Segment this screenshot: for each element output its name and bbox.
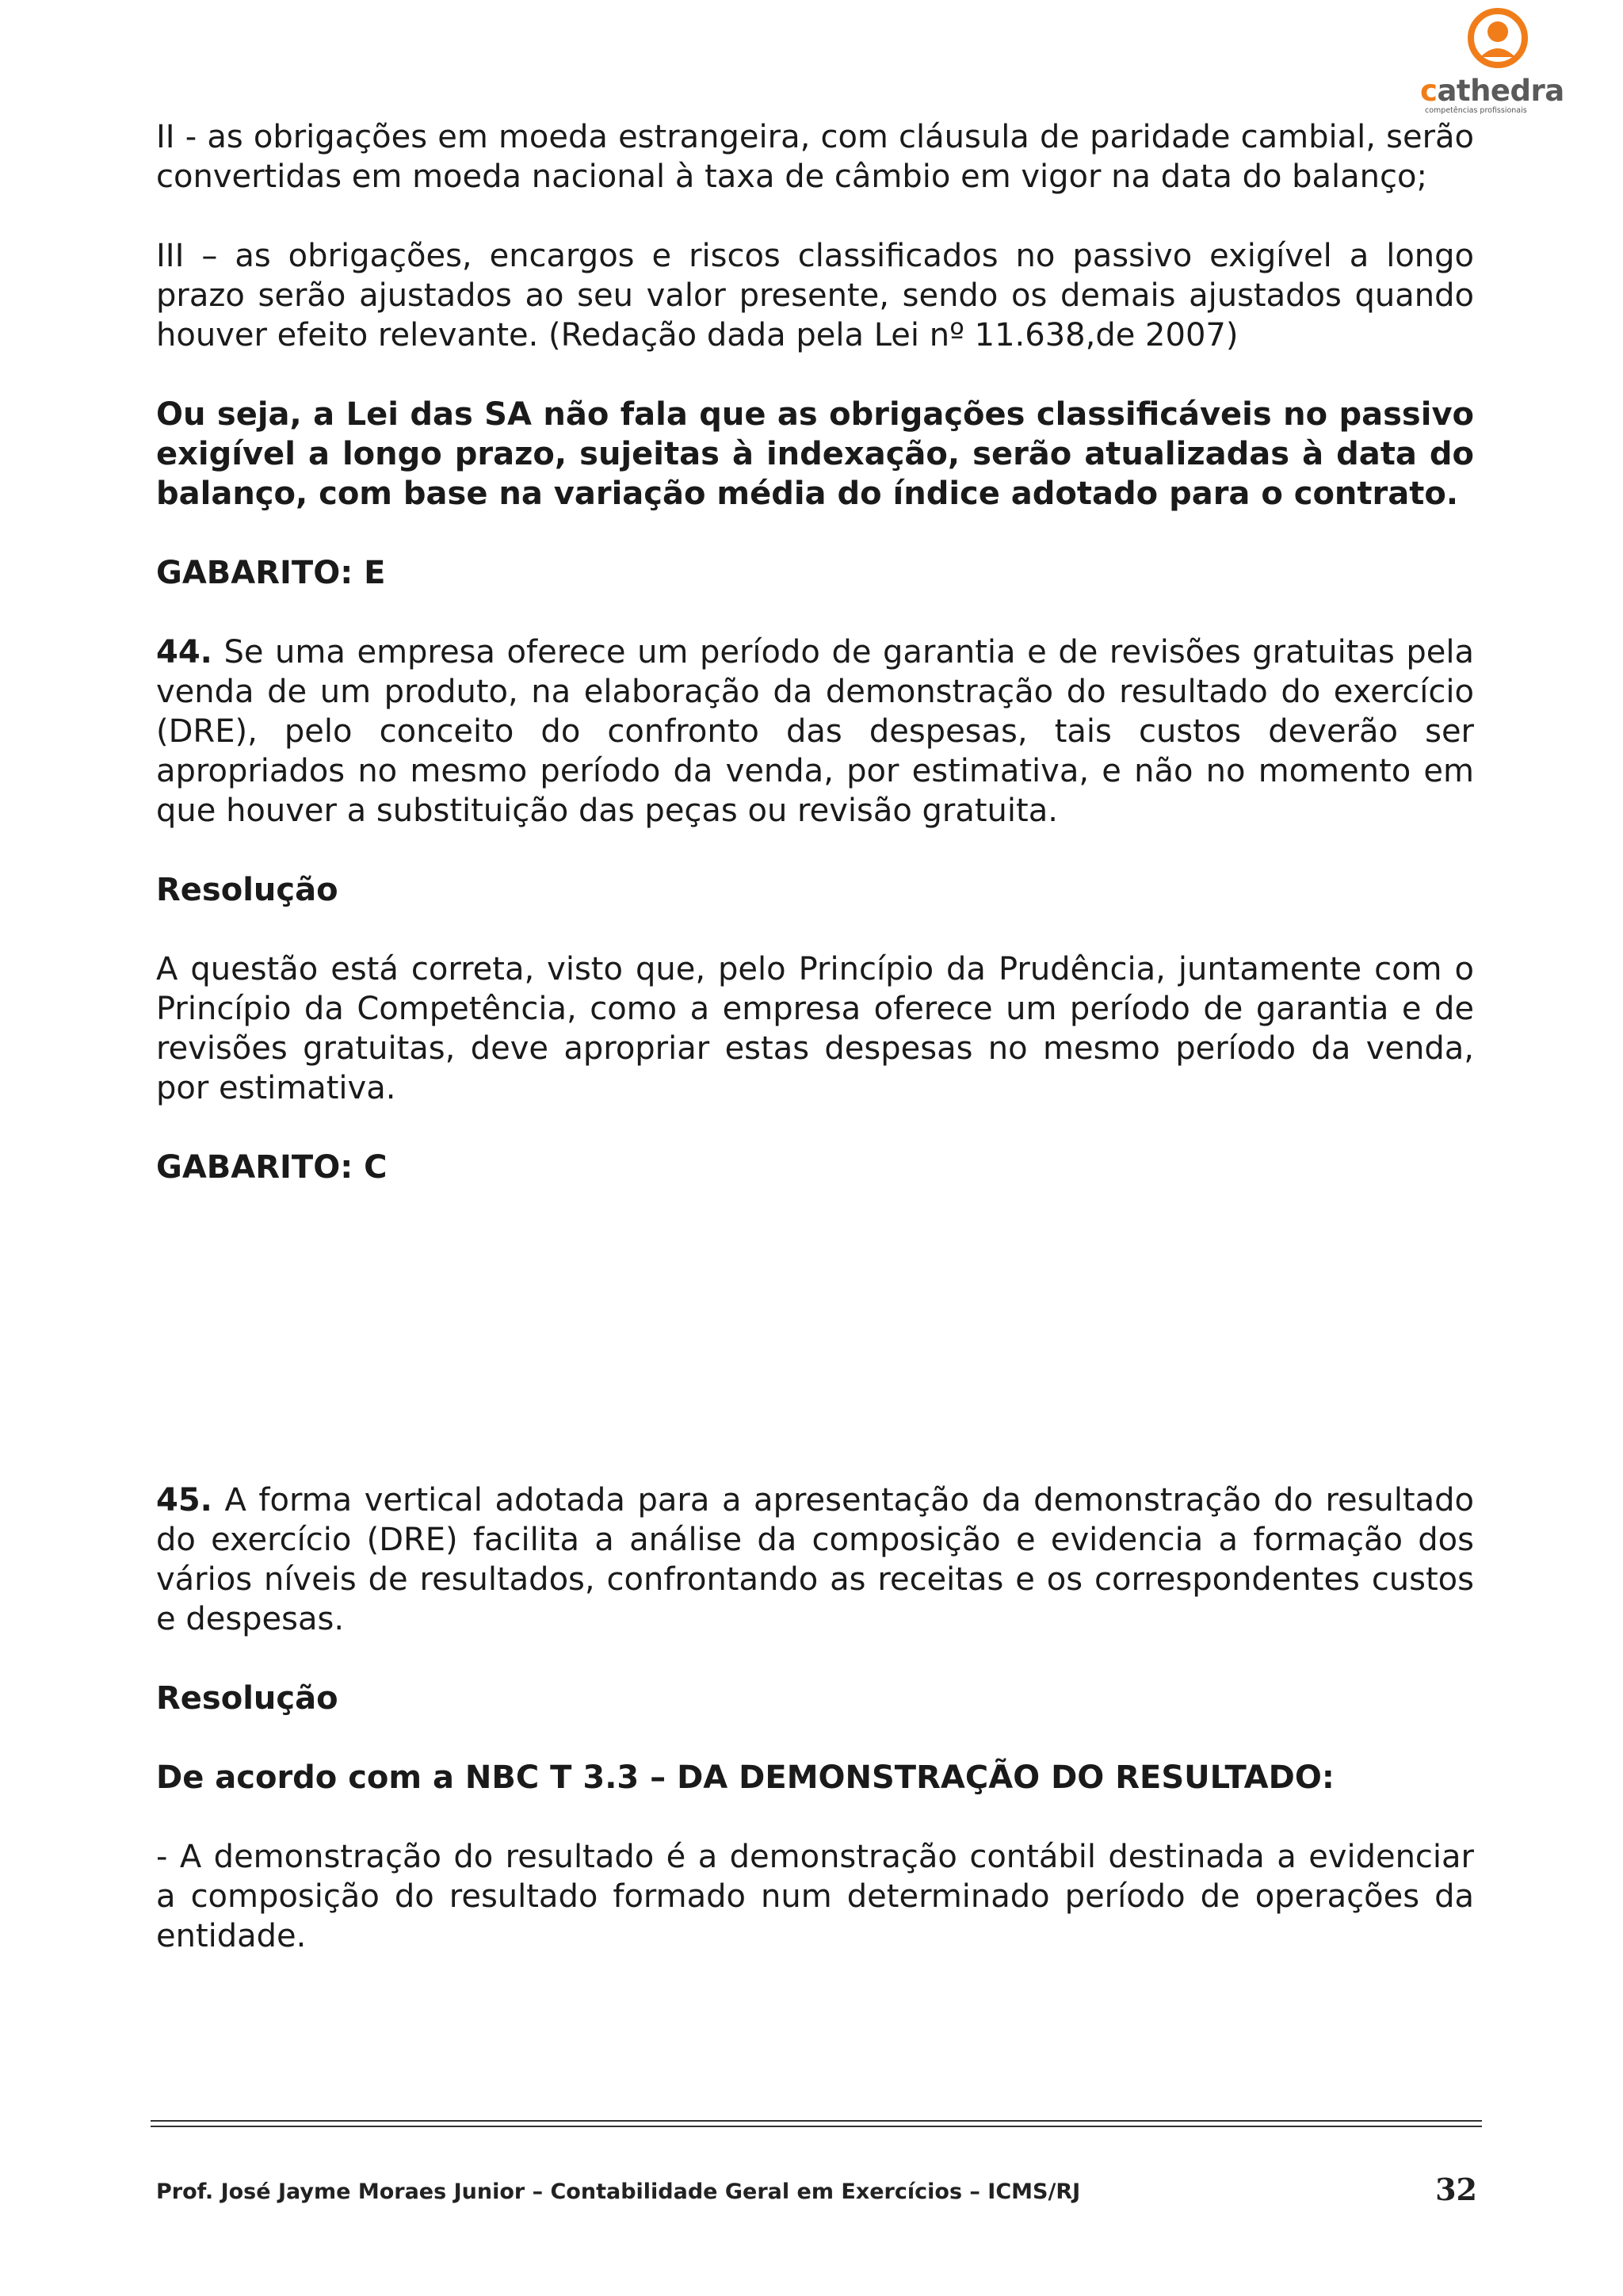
answer-44: A questão está correta, visto que, pelo Princípio da Prudência, juntamente com o Princípio da Competência, como a empresa oferece um período de garantia e de revisões gratuitas, deve apropriar estas despesas no mesmo período da venda, por estimativa. bbox=[156, 951, 1474, 1106]
paragraph-item-ii: II - as obrigações em moeda estrangeira, com cláusula de paridade cambial, serão convertidas em moeda nacional à taxa de câmbio em vigor na data do balanço; bbox=[156, 119, 1474, 195]
nbc-definition: - A demonstração do resultado é a demonstração contábil destinada a evidenciar a composição do resultado formado num determinado período de operações da entidade. bbox=[156, 1839, 1474, 1954]
resolucao-heading-2: Resolução bbox=[156, 1680, 338, 1717]
footer-rule bbox=[151, 2120, 1482, 2122]
main-content bbox=[156, 117, 1474, 1956]
footer-author: Prof. José Jayme Moraes Junior – Contabilidade Geral em Exercícios – ICMS/RJ bbox=[156, 2179, 1081, 2204]
question-number: 44. bbox=[156, 634, 212, 670]
cathedra-logo bbox=[1411, 8, 1569, 115]
person-circle-icon bbox=[1466, 8, 1529, 73]
page-number: 32 bbox=[1435, 2172, 1477, 2207]
logo-wordmark: cathedra bbox=[1420, 74, 1564, 108]
question-44 bbox=[156, 632, 1474, 831]
question-text: Se uma empresa oferece um período de garantia e de revisões gratuitas pela venda de um produto, na elaboração da demonstração do resultado do exercício (DRE), pelo conceito do confronto das despesas, tais custos deverão ser apropriados no mesmo período da venda, por estimativa, e não no momento em que houver a substituição das peças ou revisão gratuita. bbox=[156, 634, 1474, 829]
gabarito-c: GABARITO: C bbox=[156, 1149, 388, 1186]
logo-tagline: competências profissionais bbox=[1425, 106, 1527, 115]
gabarito-e: GABARITO: E bbox=[156, 555, 386, 591]
paragraph-conclusion: Ou seja, a Lei das SA não fala que as obrigações classificáveis no passivo exigível a longo prazo, sujeitas à indexação, serão atualizadas à data do balanço, com base na variação média do índice adotado para o contrato. bbox=[156, 396, 1474, 512]
footer-rule bbox=[151, 2126, 1482, 2127]
paragraph-item-iii: III – as obrigações, encargos e riscos classificados no passivo exigível a longo prazo serão ajustados ao seu valor presente, sendo os demais ajustados quando houver efeito relevante. (Redação dada pela Lei nº 11.638,de 2007) bbox=[156, 238, 1474, 353]
question-45 bbox=[156, 1480, 1474, 1639]
question-text: A forma vertical adotada para a apresentação da demonstração do resultado do exercício (DRE) facilita a análise da composição e evidencia a formação dos vários níveis de resultados, confrontando as receitas e os correspondentes custos e despesas. bbox=[156, 1482, 1474, 1637]
nbc-heading: De acordo com a NBC T 3.3 – DA DEMONSTRAÇÃO DO RESULTADO: bbox=[156, 1759, 1335, 1796]
question-number: 45. bbox=[156, 1482, 212, 1519]
resolucao-heading-1: Resolução bbox=[156, 872, 338, 908]
